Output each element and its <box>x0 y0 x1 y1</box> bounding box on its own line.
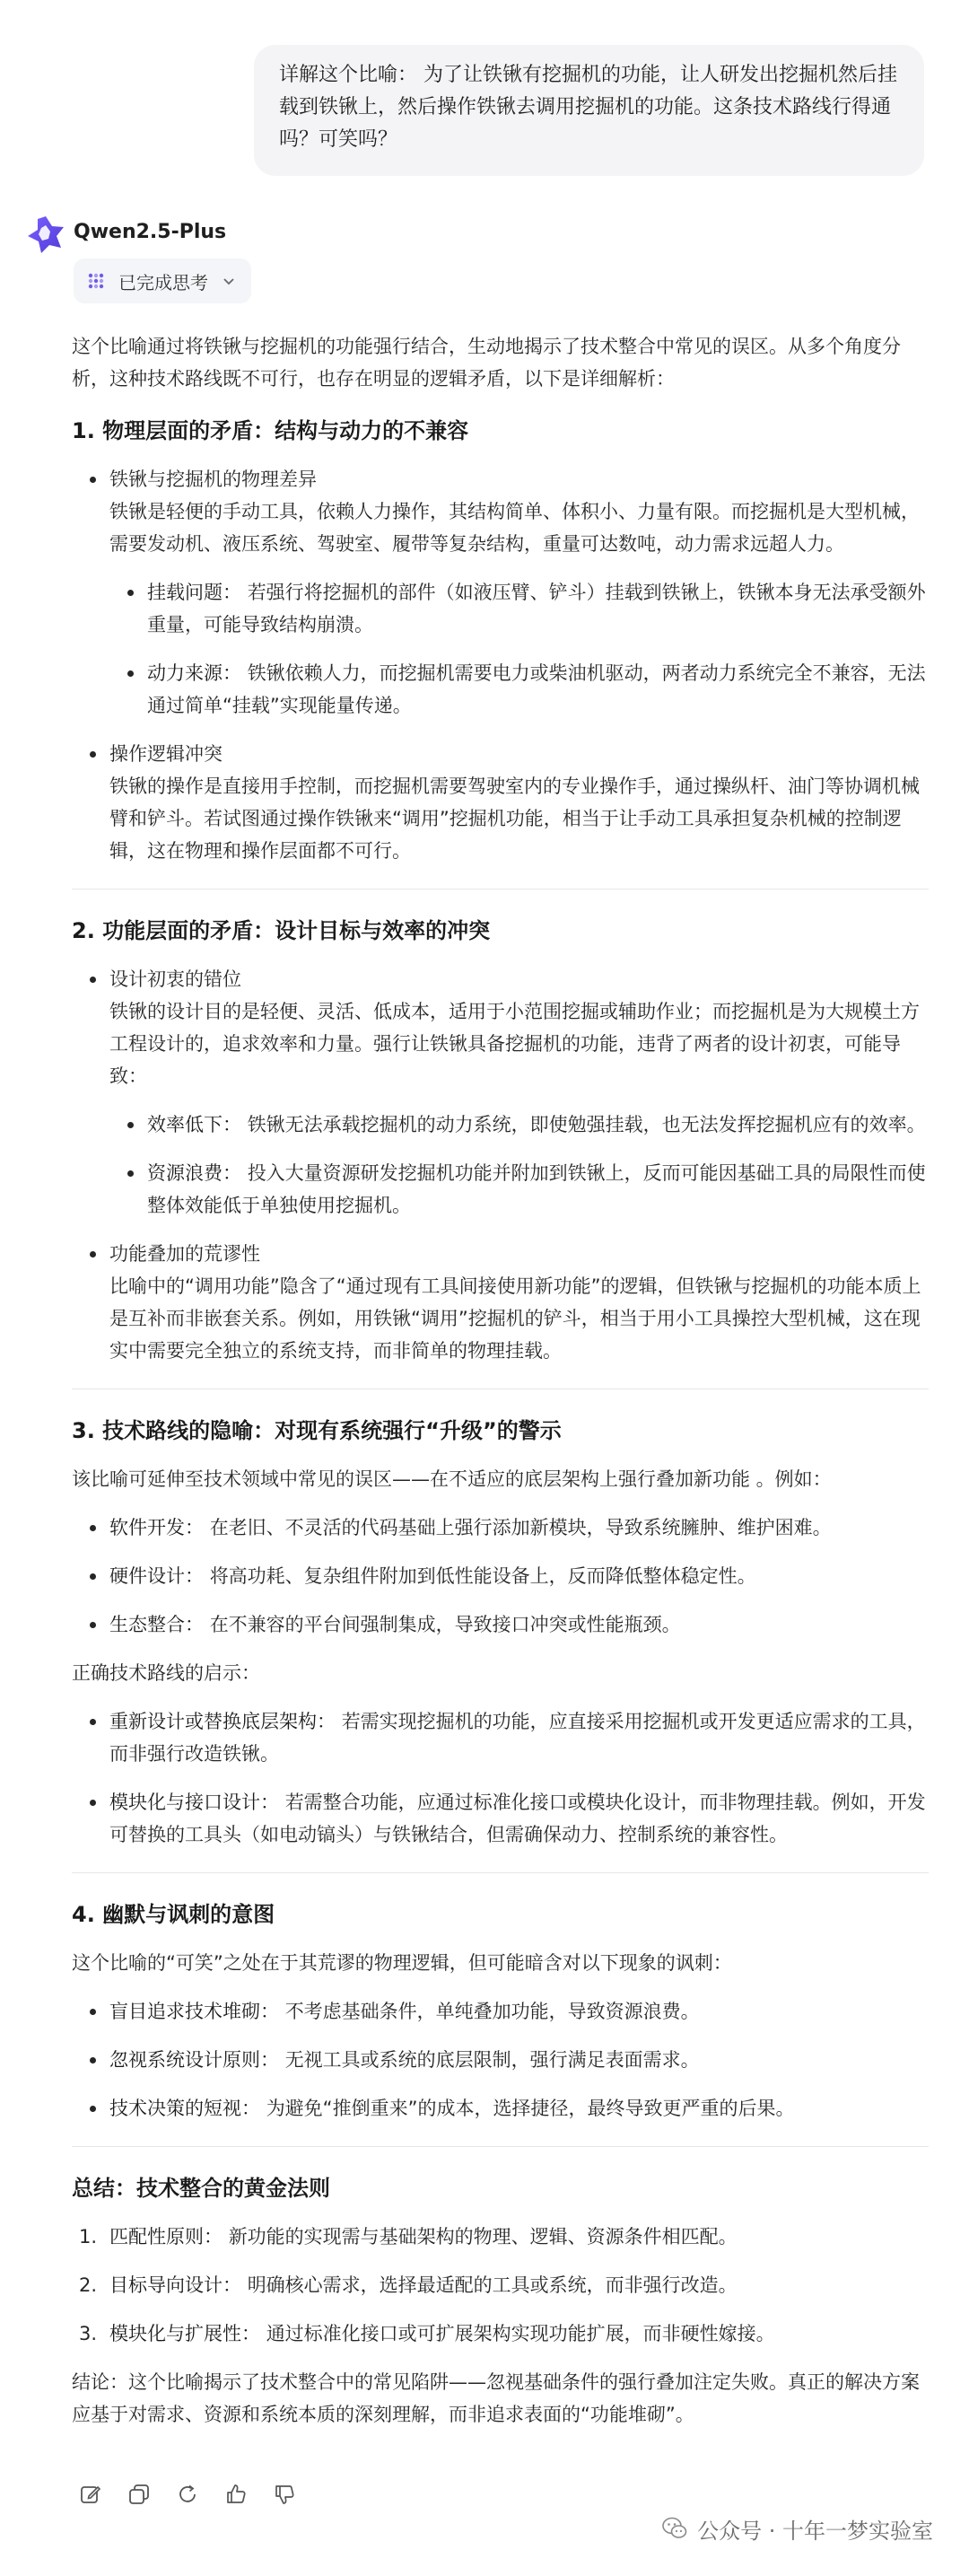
bullet-text: 铁锹的设计目的是轻便、灵活、低成本，适用于小范围挖掘或辅助作业；而挖掘机是为大规模土方工程设计的，追求效率和力量。强行让铁锹具备挖掘机的功能，违背了两者的设计初衷，可能导致： <box>109 1001 920 1087</box>
item-label: 模块化与接口设计： <box>109 1792 279 1813</box>
item-label: 重新设计或替换底层架构： <box>109 1711 336 1732</box>
user-message-bubble <box>254 45 924 176</box>
item-text: 不考虑基础条件，单纯叠加功能，导致资源浪费。 <box>284 2001 700 2022</box>
bullet-title: 设计初衷的错位 <box>109 968 241 990</box>
section-heading-3: 3. 技术路线的隐喻：对现有系统强行“升级”的警示 <box>72 1418 562 1443</box>
item-number: 3. <box>79 2323 98 2344</box>
copy-icon[interactable] <box>127 2483 151 2506</box>
chevron-down-icon <box>223 275 235 287</box>
item-text: 在不兼容的平台间强制集成，导致接口冲突或性能瓶颈。 <box>209 1614 681 1635</box>
item-label: 硬件设计： <box>109 1565 204 1587</box>
edit-icon[interactable] <box>79 2483 102 2506</box>
list-item <box>72 1238 929 1367</box>
section-intro: 该比喻可延伸至技术领域中常见的误区——在不适应的底层架构上强行叠加新功能 。例如： <box>72 1468 832 1490</box>
item-number: 2. <box>79 2274 98 2296</box>
item-text: 新功能的实现需与基础架构的物理、逻辑、资源条件相匹配。 <box>228 2226 738 2247</box>
item-text: 投入大量资源研发挖掘机功能并附加到铁锹上，反而可能因基础工具的局限性而使整体效能低于单独使用挖掘机。 <box>147 1162 926 1216</box>
list-item <box>72 2044 929 2076</box>
sub-list-item <box>72 576 929 641</box>
list-item <box>72 2221 929 2253</box>
list-item <box>72 2269 929 2301</box>
list-item <box>72 1511 929 1544</box>
item-text: 无视工具或系统的底层限制，强行满足表面需求。 <box>284 2049 700 2071</box>
item-label: 目标导向设计： <box>109 2274 241 2296</box>
item-number: 1. <box>79 2226 98 2247</box>
item-text: 若强行将挖掘机的部件（如液压臂、铲斗）挂载到铁锹上，铁锹本身无法承受额外重量，可能导致结构崩溃。 <box>147 582 926 635</box>
thinking-toggle[interactable] <box>74 258 251 303</box>
section-heading-1: 1. 物理层面的矛盾：结构与动力的不兼容 <box>72 418 469 443</box>
list-item <box>72 963 929 1092</box>
inspiration-title: 正确技术路线的启示： <box>72 1662 260 1684</box>
list-item <box>72 1786 929 1851</box>
assistant-answer <box>72 330 929 2431</box>
conclusion: 结论：这个比喻揭示了技术整合中的常见陷阱——忽视基础条件的强行叠加注定失败。真正的解决方案应基于对需求、资源和系统本质的深刻理解，而非追求表面的“功能堆砌”。 <box>72 2371 920 2425</box>
thinking-dots-icon <box>86 271 106 291</box>
item-text: 铁锹无法承载挖掘机的动力系统，即使勉强挂载，也无法发挥挖掘机应有的效率。 <box>247 1114 926 1135</box>
wechat-icon <box>661 2515 688 2542</box>
bullet-text: 铁锹的操作是直接用手控制，而挖掘机需要驾驶室内的专业操作手，通过操纵杆、油门等协调机械臂和铲斗。若试图通过操作铁锹来“调用”挖掘机功能，相当于让手动工具承担复杂机械的控制逻辑，这在物理和操作层面都不可行。 <box>109 775 920 862</box>
item-label: 软件开发： <box>109 1517 204 1538</box>
bullet-title: 功能叠加的荒谬性 <box>109 1243 260 1265</box>
bullet-text: 比喻中的“调用功能”隐含了“通过现有工具间接使用新功能”的逻辑，但铁锹与挖掘机的功能本质上是互补而非嵌套关系。例如，用铁锹“调用”挖掘机的铲斗，相当于用小工具操控大型机械，这在现实中需要完全独立的系统支持，而非简单的物理挂载。 <box>109 1275 921 1362</box>
item-label: 盲目追求技术堆砌： <box>109 2001 279 2022</box>
bullet-title: 操作逻辑冲突 <box>109 743 223 765</box>
item-label: 模块化与扩展性： <box>109 2323 260 2344</box>
section-heading-4: 4. 幽默与讽刺的意图 <box>72 1902 275 1927</box>
bullet-text: 铁锹是轻便的手动工具，依赖人力操作，其结构简单、体积小、力量有限。而挖掘机是大型机械，需要发动机、液压系统、驾驶室、履带等复杂结构，重量可达数吨，动力需求远超人力。 <box>109 501 920 555</box>
item-text: 若需实现挖掘机的功能，应直接采用挖掘机或开发更适应需求的工具，而非强行改造铁锹。 <box>109 1711 926 1765</box>
item-label: 忽视系统设计原则： <box>109 2049 279 2071</box>
item-label: 效率低下： <box>147 1114 241 1135</box>
item-text: 铁锹依赖人力，而挖掘机需要电力或柴油机驱动，两者动力系统完全不兼容，无法通过简单“挂载”实现能量传递。 <box>147 662 926 716</box>
qwen-logo-icon <box>25 214 66 255</box>
item-text: 在老旧、不灵活的代码基础上强行添加新模块，导致系统臃肿、维护困难。 <box>209 1517 832 1538</box>
regenerate-icon[interactable] <box>176 2483 199 2506</box>
section-intro: 这个比喻的“可笑”之处在于其荒谬的物理逻辑，但可能暗含对以下现象的讽刺： <box>72 1952 732 1974</box>
item-label: 动力来源： <box>147 662 241 684</box>
item-label: 资源浪费： <box>147 1162 241 1184</box>
wechat-watermark <box>661 2510 933 2546</box>
list-item <box>72 2318 929 2350</box>
sub-list-item <box>72 657 929 722</box>
list-item <box>72 2092 929 2125</box>
list-item <box>72 1608 929 1641</box>
section-heading-2: 2. 功能层面的矛盾：设计目标与效率的冲突 <box>72 918 491 943</box>
list-item <box>72 1705 929 1770</box>
assistant-header <box>25 214 922 312</box>
item-text: 为避免“推倒重来”的成本，选择捷径，最终导致更严重的后果。 <box>266 2098 795 2119</box>
item-text: 通过标准化接口或可扩展架构实现功能扩展，而非硬性嫁接。 <box>266 2323 775 2344</box>
sub-list-item <box>72 1157 929 1222</box>
item-text: 明确核心需求，选择最适配的工具或系统，而非强行改造。 <box>247 2274 738 2296</box>
thumbs-down-icon[interactable] <box>273 2483 296 2506</box>
item-text: 若需整合功能，应通过标准化接口或模块化设计，而非物理挂载。例如，开发可替换的工具头（如电动镐头）与铁锹结合，但需确保动力、控制系统的兼容性。 <box>109 1792 926 1845</box>
bullet-title: 铁锹与挖掘机的物理差异 <box>109 469 317 490</box>
list-item <box>72 1995 929 2028</box>
model-name: Qwen2.5-Plus <box>74 221 227 243</box>
thumbs-up-icon[interactable] <box>224 2483 248 2506</box>
list-item <box>72 463 929 560</box>
divider <box>72 1872 929 1873</box>
item-label: 匹配性原则： <box>109 2226 223 2247</box>
item-label: 挂载问题： <box>147 582 241 603</box>
list-item <box>72 1560 929 1592</box>
watermark-text: 公众号 · 十年一梦实验室 <box>697 2518 933 2544</box>
user-message-text: 详解这个比喻： 为了让铁锹有挖掘机的功能，让人研发出挖掘机然后挂载到铁锹上，然后操作铁锹去调用挖掘机的功能。这条技术路线行得通吗？可笑吗？ <box>279 64 897 151</box>
list-item <box>72 738 929 867</box>
sub-list-item <box>72 1108 929 1141</box>
item-label: 技术决策的短视： <box>109 2098 260 2119</box>
answer-intro: 这个比喻通过将铁锹与挖掘机的功能强行结合，生动地揭示了技术整合中常见的误区。从多个角度分析，这种技术路线既不可行，也存在明显的逻辑矛盾，以下是详细解析： <box>72 336 901 390</box>
thinking-label: 已完成思考 <box>118 271 208 294</box>
item-label: 生态整合： <box>109 1614 204 1635</box>
divider <box>72 2146 929 2147</box>
item-text: 将高功耗、复杂组件附加到低性能设备上，反而降低整体稳定性。 <box>209 1565 756 1587</box>
summary-heading: 总结：技术整合的黄金法则 <box>72 2176 330 2201</box>
message-action-bar <box>79 2483 296 2506</box>
